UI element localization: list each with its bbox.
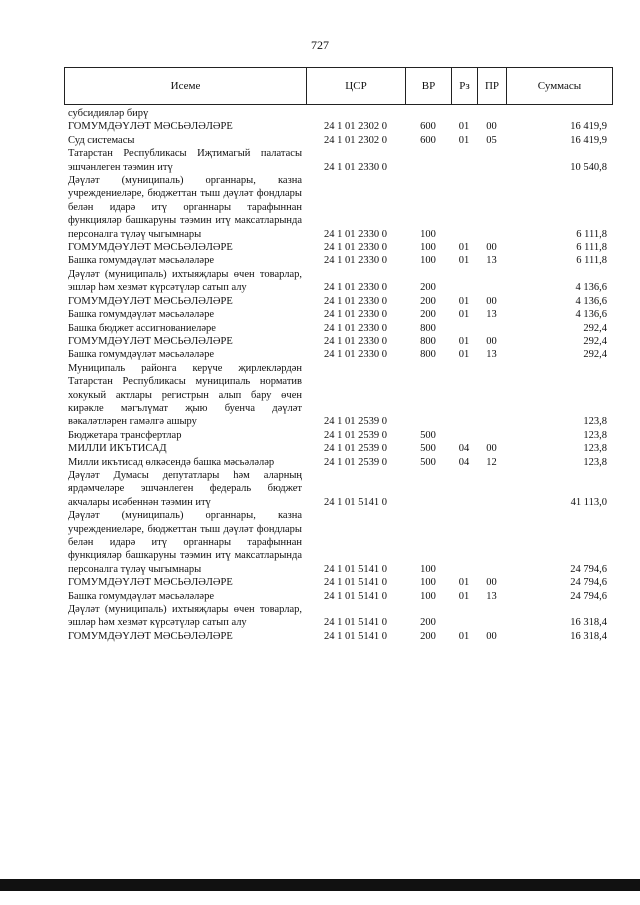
row-pr: 00 [486,630,497,642]
row-rz [451,147,477,174]
row-csr: 24 1 01 2330 0 [324,228,387,240]
header-sum: Суммасы [537,80,582,92]
row-pr: 00 [486,577,497,589]
row-pr [477,362,506,429]
table-row [64,362,613,429]
row-pr: 13 [486,349,497,361]
table-row [64,295,613,308]
row-vr: 100 [420,563,436,575]
row-pr: 00 [486,295,497,307]
row-sum: 24 794,6 [570,563,607,575]
table-row [64,322,613,335]
row-rz [451,107,477,120]
row-vr: 600 [420,134,436,146]
row-pr [477,469,506,509]
row-csr: 24 1 01 5141 0 [324,563,387,575]
row-sum: 123,8 [583,443,607,455]
row-rz: 01 [458,349,470,361]
row-pr [477,603,506,630]
row-vr: 100 [420,242,436,254]
row-vr: 500 [420,443,436,455]
row-csr: 24 1 01 5141 0 [324,630,387,642]
header-vr: ВР [406,68,452,104]
row-sum: 16 419,9 [570,121,607,133]
table-row [64,120,613,133]
row-rz: 01 [458,577,470,589]
row-pr: 12 [486,456,497,468]
row-rz [451,509,477,576]
row-rz: 01 [458,335,470,347]
row-vr [405,469,451,509]
table-row [64,174,613,241]
row-csr: 24 1 01 2539 0 [324,416,387,428]
row-rz [451,429,477,442]
row-sum: 292,4 [583,335,607,347]
row-rz [451,268,477,295]
row-sum: 4 136,6 [575,309,607,321]
scan-edge-bar [0,879,640,891]
row-pr [477,107,506,120]
row-name: Суд системасы [68,134,135,146]
row-rz: 04 [458,443,470,455]
row-name: Башка гомумдәүләт мәсьәләләре [68,590,214,602]
row-pr [477,174,506,241]
row-csr: 24 1 01 2302 0 [324,134,387,146]
row-rz [451,603,477,630]
row-rz [451,322,477,335]
row-name: ГОМУМДӘҮЛӘТ МӘСЬӘЛӘЛӘРЕ [68,335,233,347]
table-row [64,134,613,147]
row-rz [451,174,477,241]
table-row [64,254,613,267]
row-vr: 500 [420,429,436,441]
row-csr: 24 1 01 2330 0 [324,161,387,173]
table-row [64,442,613,455]
row-name: ГОМУМДӘҮЛӘТ МӘСЬӘЛӘЛӘРЕ [68,121,233,133]
row-name: Дәүләт Думасы депутатлары һәм аларның ярдәмчеләре эшчәнлеген федераль бюджет акчалары исәбеннән тәэмин итү [68,469,302,508]
row-sum: 24 794,6 [570,577,607,589]
row-sum: 4 136,6 [575,282,607,294]
header-pr: ПР [478,68,507,104]
row-vr: 200 [420,630,436,642]
row-vr: 800 [420,349,436,361]
row-name: Башка бюджет ассигнованиеләре [68,322,216,334]
row-name: Дәүләт (муниципаль) ихтыяҗлары өчен товарлар, эшләр һәм хезмәт күрсәтүләр сатып алу [68,268,302,294]
table-row [64,308,613,321]
row-name: Бюджетара трансфертлар [68,429,182,441]
row-sum: 16 318,4 [570,617,607,629]
row-rz: 01 [458,309,470,321]
row-vr: 200 [420,295,436,307]
row-name: Дәүләт (муниципаль) органнары, казна учреждениеләре, бюджеттан тыш дәүләт фондлары белән идарә итү органнары тарафыннан функцияләр башкаруны тәэмин итү максатларында персоналга түләү чыгымнары [68,175,302,240]
row-sum: 10 540,8 [570,161,607,173]
row-sum: 292,4 [583,349,607,361]
row-name: субсидияләр бирү [68,108,149,119]
table-header [64,67,613,105]
row-rz: 01 [458,242,470,254]
row-vr: 100 [420,590,436,602]
row-name: ГОМУМДӘҮЛӘТ МӘСЬӘЛӘЛӘРЕ [68,630,233,642]
row-csr: 24 1 01 2539 0 [324,456,387,468]
row-name: Муниципаль районга керүче җирлекләрдән Татарстан Республикасы муниципаль норматив хокукый актлары регистрын алып бару өчен кирәкле мәгълүмат җыю буенча дәүләт вәкаләтләрен гамәлгә ашыру [68,362,302,428]
row-csr [306,107,405,120]
header-csr: ЦСР [307,68,406,104]
row-vr: 100 [420,255,436,267]
row-csr: 24 1 01 2330 0 [324,295,387,307]
row-sum: 123,8 [583,429,607,441]
budget-table [64,67,613,643]
row-name: Милли икътисад өлкәсендә башка мәсьәләләр [68,456,275,468]
row-rz: 01 [458,295,470,307]
row-rz: 01 [458,134,470,146]
row-name: Башка гомумдәүләт мәсьәләләре [68,349,214,361]
row-rz: 01 [458,255,470,267]
row-csr: 24 1 01 5141 0 [324,496,387,508]
row-name: ГОМУМДӘҮЛӘТ МӘСЬӘЛӘЛӘРЕ [68,295,233,307]
row-pr [477,322,506,335]
table-row [64,268,613,295]
row-vr: 200 [420,282,436,294]
row-csr: 24 1 01 5141 0 [324,617,387,629]
row-rz: 01 [458,121,470,133]
row-csr: 24 1 01 2539 0 [324,429,387,441]
row-rz: 04 [458,456,470,468]
row-csr: 24 1 01 2330 0 [324,255,387,267]
row-csr: 24 1 01 2330 0 [324,349,387,361]
row-csr: 24 1 01 2302 0 [324,121,387,133]
row-vr: 100 [420,228,436,240]
row-pr [477,429,506,442]
row-vr: 800 [420,322,436,334]
row-sum: 292,4 [583,322,607,334]
row-vr [405,147,451,174]
row-rz [451,469,477,509]
table-row [64,241,613,254]
row-sum: 4 136,6 [575,295,607,307]
row-csr: 24 1 01 2330 0 [324,242,387,254]
row-sum: 24 794,6 [570,590,607,602]
table-row [64,348,613,361]
row-csr: 24 1 01 5141 0 [324,577,387,589]
row-rz [451,362,477,429]
row-pr: 00 [486,335,497,347]
row-pr: 13 [486,590,497,602]
row-pr: 00 [486,121,497,133]
page-number: 727 [311,38,329,52]
row-rz: 01 [458,590,470,602]
table-row [64,630,613,643]
row-vr [405,362,451,429]
row-name: Дәүләт (муниципаль) ихтыяҗлары өчен товарлар, эшләр һәм хезмәт күрсәтүләр сатып алу [68,604,302,629]
row-vr: 500 [420,456,436,468]
row-vr: 600 [420,121,436,133]
row-name: МИЛЛИ ИКЪТИСАД [68,443,167,455]
row-name: Башка гомумдәүләт мәсьәләләре [68,309,214,321]
row-sum: 16 318,4 [570,630,607,642]
row-name: Дәүләт (муниципаль) органнары, казна учреждениеләре, бюджеттан тыш дәүләт фондлары белән идарә итү органнары тарафыннан функцияләр башкаруны тәэмин итү максатларында персоналга түләү чыгымнары [68,510,302,575]
row-name: Башка гомумдәүләт мәсьәләләре [68,255,214,267]
row-csr: 24 1 01 2330 0 [324,309,387,321]
row-pr [477,509,506,576]
row-vr: 200 [420,617,436,629]
row-vr: 800 [420,335,436,347]
row-pr [477,268,506,295]
row-csr: 24 1 01 2330 0 [324,322,387,334]
row-name: Татарстан Республикасы Иҗтимагый палатасы эшчәнлеген тәэмин итү [68,148,302,173]
table-row [64,107,613,120]
row-pr: 00 [486,443,497,455]
row-sum: 123,8 [583,456,607,468]
row-csr: 24 1 01 2330 0 [324,282,387,294]
row-sum: 6 111,8 [576,242,607,254]
row-csr: 24 1 01 5141 0 [324,590,387,602]
row-sum: 123,8 [583,416,607,428]
row-csr: 24 1 01 2539 0 [324,443,387,455]
table-row [64,335,613,348]
table-row [64,456,613,469]
table-body [64,105,613,643]
row-csr: 24 1 01 2330 0 [324,335,387,347]
table-row [64,469,613,509]
row-sum: 6 111,8 [576,228,607,240]
header-name: Исеме [65,68,307,104]
row-pr: 13 [486,309,497,321]
row-vr: 200 [420,309,436,321]
table-row [64,509,613,576]
row-sum [506,107,611,120]
row-sum: 41 113,0 [570,496,607,508]
row-sum: 16 419,9 [570,134,607,146]
table-row [64,429,613,442]
row-pr: 00 [486,242,497,254]
table-row [64,590,613,603]
table-row [64,603,613,630]
row-rz: 01 [458,630,470,642]
row-pr: 05 [486,134,497,146]
row-vr: 100 [420,577,436,589]
row-name: ГОМУМДӘҮЛӘТ МӘСЬӘЛӘЛӘРЕ [68,242,233,254]
table-row [64,147,613,174]
header-rz: Рз [452,68,478,104]
row-pr [477,147,506,174]
row-sum: 6 111,8 [576,255,607,267]
row-name: ГОМУМДӘҮЛӘТ МӘСЬӘЛӘЛӘРЕ [68,577,233,589]
row-pr: 13 [486,255,497,267]
row-vr [405,107,451,120]
table-row [64,576,613,589]
